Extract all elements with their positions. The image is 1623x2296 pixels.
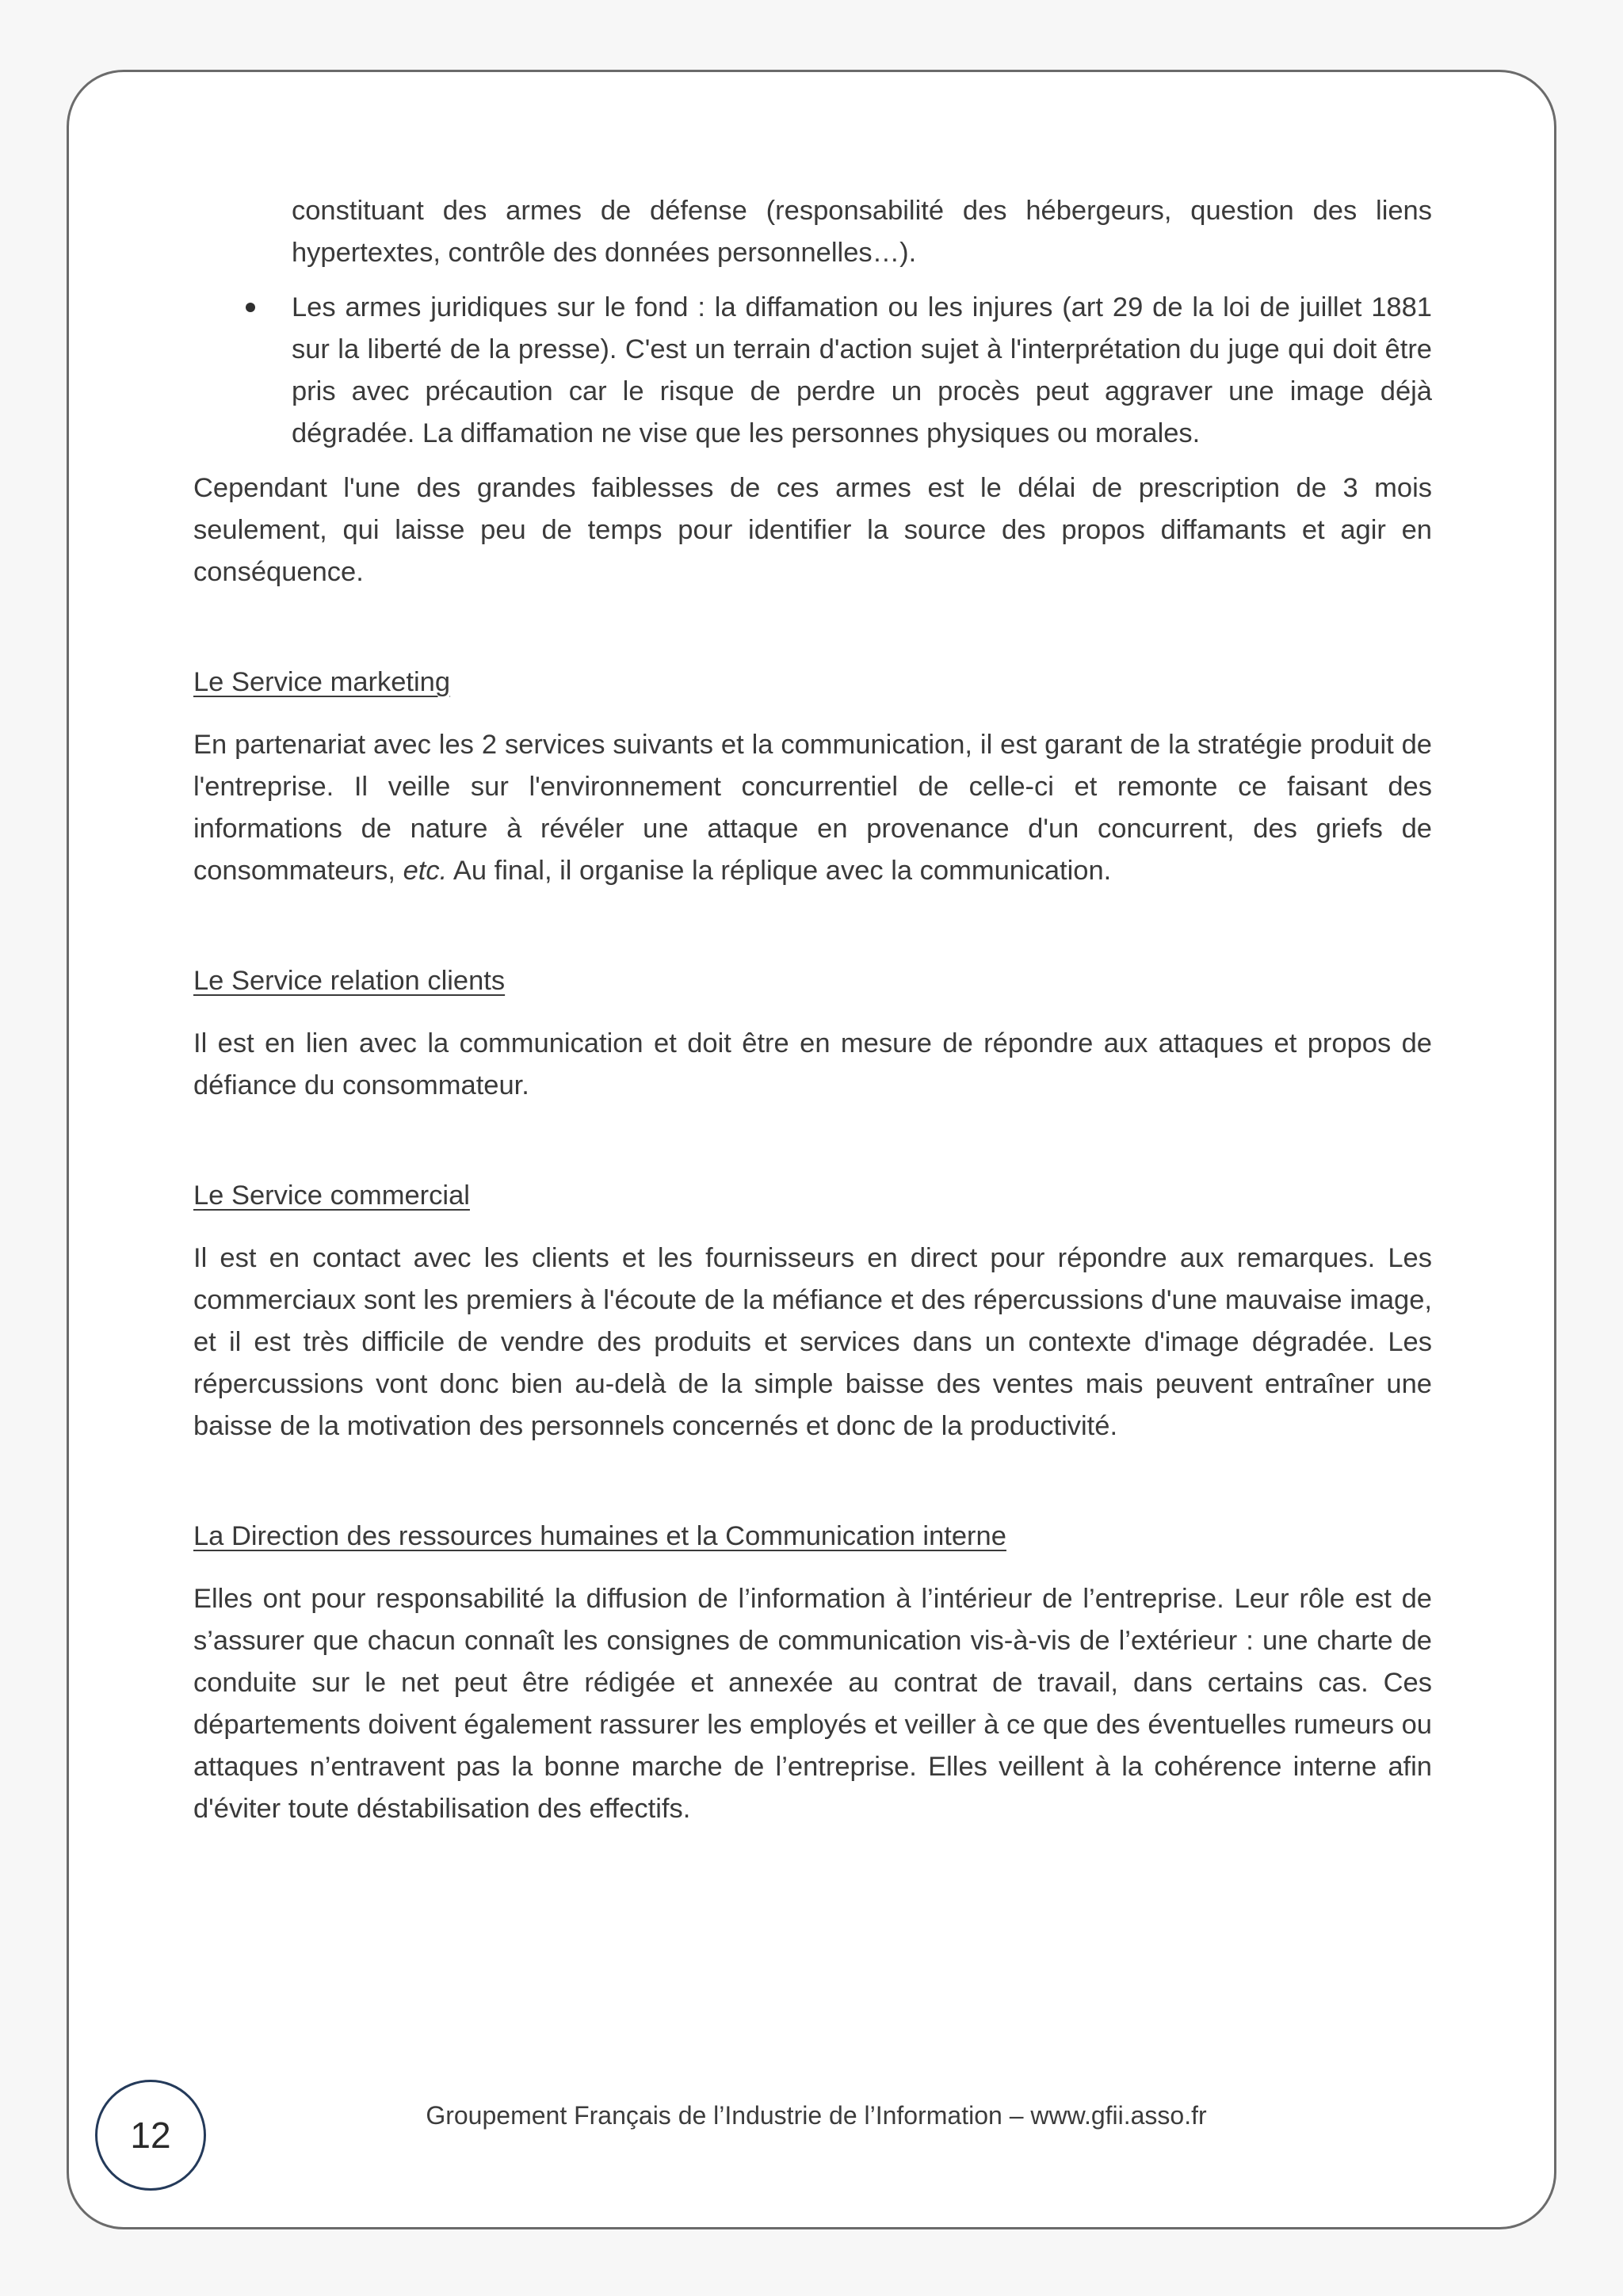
section-title: Le Service commercial (193, 1180, 470, 1211)
section-body: Il est en contact avec les clients et les fournisseurs en direct pour répondre aux remarques. Les commerciaux sont les premiers à l'écoute de la méfiance et des répercussions d'une mauvaise image, et il est très difficile de vendre des produits et services dans un contexte d'image dégradée. Les répercussions vont donc bien au-delà de la simple baisse des ventes mais peuvent entraîner une baisse de la motivation des personnels concernés et donc de la productivité. (193, 1243, 1432, 1441)
section-body: Elles ont pour responsabilité la diffusion de l’information à l’intérieur de l’entreprise. Leur rôle est de s’assurer que chacun connaît les consignes de communication vis-à-vis de l’extérieur : une charte de conduite sur le net peut être rédigée et annexée au contrat de travail, dans certains cas. Ces départements doivent également rassurer les employés et veiller à ce que des éventuelles rumeurs ou attaques n’entravent pas la bonne marche de l’entreprise. Elles veillent à la cohérence interne afin d'éviter toute déstabilisation des effectifs. (193, 1584, 1432, 1824)
body-text: Au final, il organise la réplique avec la communication. (447, 856, 1112, 886)
bullet-text: Les armes juridiques sur le fond : la diffamation ou les injures (art 29 de la loi de juillet 1881 sur la liberté de la presse). C'est un terrain d'action sujet à l'interprétation du juge qui doit être pris avec précaution car le risque de perdre un procès peut aggraver une image déjà dégradée. La diffamation ne vise que les personnes physiques ou morales. (292, 292, 1432, 448)
section-commercial (193, 1175, 1432, 1447)
continuation-paragraph: constituant des armes de défense (responsabilité des hébergeurs, question des liens hypertextes, contrôle des données personnelles…). (292, 196, 1432, 268)
body-italic-text: etc. (403, 856, 448, 886)
section-relation-clients (193, 960, 1432, 1107)
bullet-list (193, 287, 1432, 455)
section-marketing (193, 662, 1432, 892)
page-footer: Groupement Français de l’Industrie de l’Information – www.gfii.asso.fr (426, 2101, 1207, 2130)
section-title: La Direction des ressources humaines et la Communication interne (193, 1521, 1006, 1551)
section-title: Le Service relation clients (193, 966, 506, 996)
page-number (95, 2080, 206, 2191)
section-body: Il est en lien avec la communication et doit être en mesure de répondre aux attaques et propos de défiance du consommateur. (193, 1028, 1432, 1100)
body-text: En partenariat avec les 2 services suivants et la communication, il est garant de la stratégie produit de l'entreprise. Il veille sur l'environnement concurrentiel de celle-ci et remonte ce faisant des informations de nature à révéler une attaque en provenance d'un concurrent, des griefs de consommateurs, (193, 730, 1432, 886)
list-item (193, 287, 1432, 455)
page-number-text: 12 (130, 2115, 171, 2156)
section-body (193, 724, 1432, 892)
section-title: Le Service marketing (193, 667, 451, 697)
intro-paragraph: Cependant l'une des grandes faiblesses de ces armes est le délai de prescription de 3 mois seulement, qui laisse peu de temps pour identifier la source des propos diffamants et agir en conséquence. (193, 473, 1432, 587)
section-ressources-humaines (193, 1516, 1432, 1830)
bullet-icon (246, 303, 255, 312)
page-content (193, 190, 1432, 1830)
